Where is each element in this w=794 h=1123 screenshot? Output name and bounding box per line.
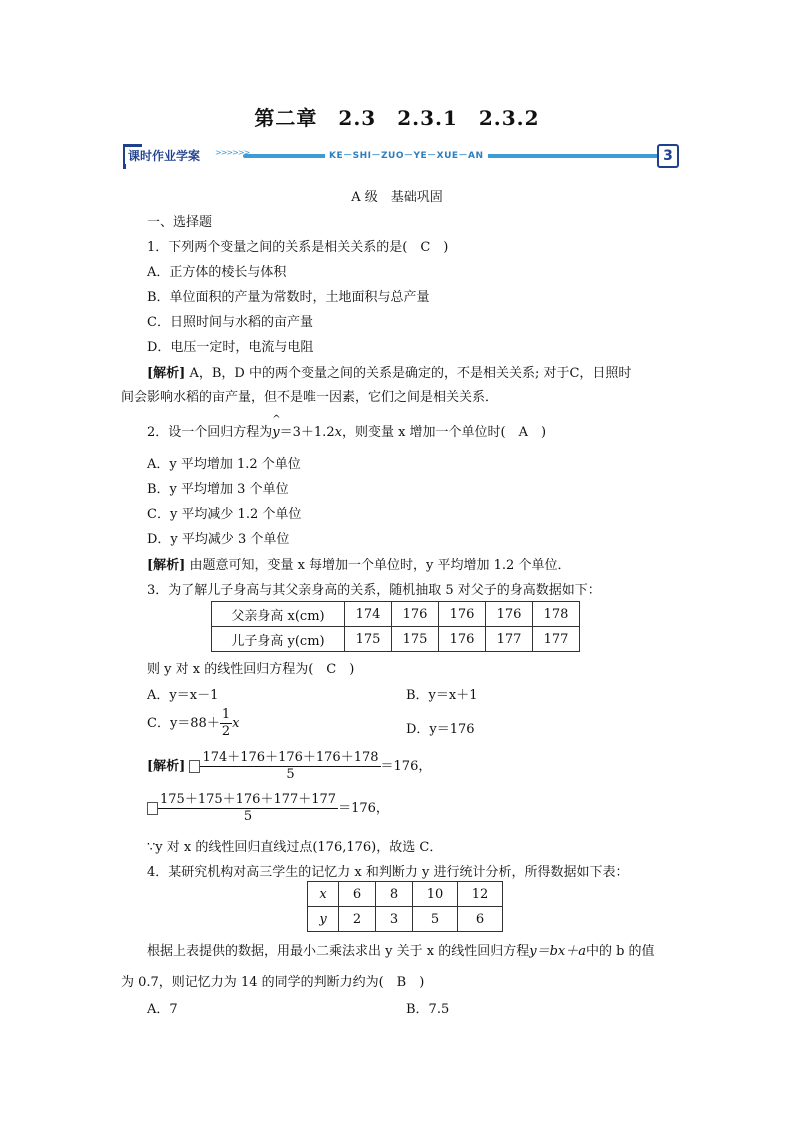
banner-label: 课时作业学案 (125, 147, 203, 164)
q1-analysis-line2: 间会影响水稻的亩产量，但不是唯一因素，它们之间是相关关系． (121, 390, 499, 405)
q2-option-a: A．y 平均增加 1.2 个单位 (147, 457, 301, 472)
q2-analysis-text: 由题意可知，变量 x 每增加一个单位时，y 平均增加 1.2 个单位． (189, 558, 571, 573)
q4-line1: 根据上表提供的数据，用最小二乘法求出 y 关于 x 的线性回归方程y＝bx＋a中的 b 的值 (147, 944, 655, 959)
table-cell: 177 (533, 627, 580, 652)
table-cell: 176 (486, 602, 533, 627)
table-cell: x (308, 882, 339, 907)
banner-number: 3 (657, 144, 679, 168)
q1-option-b: B．单位面积的产量为常数时，土地面积与总产量 (147, 290, 430, 305)
q3-option-b: B．y＝x＋1 (406, 688, 478, 703)
fraction: $\frac{1}{2}$ (221, 707, 231, 739)
fraction: $\frac{175+175+176+177+177}{5}$ (160, 792, 337, 824)
analysis-tag: [解析] (147, 558, 186, 573)
table-cell: 178 (533, 602, 580, 627)
table-cell: 175 (392, 627, 439, 652)
q2-option-b: B．y 平均增加 3 个单位 (147, 482, 289, 497)
q4-option-a: A．7 (147, 1002, 178, 1017)
q2-stem-pre: 2．设一个回归方程为 (147, 425, 273, 440)
table-cell: 6 (339, 882, 376, 907)
fraction: $\frac{174+176+176+176+178}{5}$ (202, 750, 379, 782)
q4-stem: 4．某研究机构对高三学生的记忆力 x 和判断力 y 进行统计分析，所得数据如下表： (147, 865, 629, 880)
q1-analysis-line1 (147, 362, 631, 381)
q4-line2: 为 0.7，则记忆力为 14 的同学的判断力约为( B ) (121, 975, 425, 990)
table-cell: 174 (345, 602, 392, 627)
table-cell: 175 (345, 627, 392, 652)
q3-option-c: C．y＝88＋ $\frac{1}{2}$ x (147, 707, 240, 739)
table-cell: 10 (413, 882, 458, 907)
q3-analysis-ybar: $\frac{175+175+176+177+177}{5}$ ＝176， (147, 792, 389, 825)
section-banner (123, 144, 679, 170)
table-cell: 3 (376, 907, 413, 932)
q1-stem: 1．下列两个变量之间的关系是相关关系的是( C ) (147, 240, 449, 255)
level-heading: A 级 基础巩固 (351, 190, 443, 205)
q2-stem (147, 414, 547, 440)
table-cell: 2 (339, 907, 376, 932)
q4-option-b: B．7.5 (406, 1002, 450, 1017)
q2-stem-mid: ＝3＋1.2 (279, 425, 335, 440)
q2-analysis (147, 554, 570, 573)
q2-option-c: C．y 平均减少 1.2 个单位 (147, 507, 302, 522)
q3-stem: 3．为了解儿子身高与其父亲身高的关系，随机抽取 5 对父子的身高数据如下： (147, 583, 601, 598)
q3-ask: 则 y 对 x 的线性回归方程为( C ) (147, 662, 355, 677)
table-cell: y (308, 907, 339, 932)
table-cell: 儿子身高 y(cm) (212, 627, 345, 652)
analysis-tag: [解析] (147, 366, 186, 381)
table-cell: 5 (413, 907, 458, 932)
y-bar-symbol (147, 802, 158, 815)
table-cell: 6 (458, 907, 503, 932)
q4-data-table (307, 881, 503, 932)
q1-option-d: D．电压一定时，电流与电阻 (147, 340, 314, 355)
q2-stem-x: x (334, 425, 342, 440)
q1-option-c: C．日照时间与水稻的亩产量 (147, 315, 313, 330)
table-row (308, 882, 503, 907)
table-cell: 父亲身高 x(cm) (212, 602, 345, 627)
q1-analysis-text: A，B，D 中的两个变量之间的关系是确定的，不是相关关系; 对于C，日照时 (189, 366, 632, 381)
q3-data-table (211, 601, 580, 652)
table-cell: 12 (458, 882, 503, 907)
page-title: 第二章 2.3 2.3.1 2.3.2 (254, 106, 540, 130)
table-cell: 176 (439, 627, 486, 652)
analysis-tag: [解析] (147, 759, 186, 774)
banner-arrows: >>>>>> (215, 148, 250, 157)
q3-option-d: D．y＝176 (406, 722, 475, 737)
q2-y-hat: ^ y (272, 414, 281, 440)
q3-option-a: A．y＝x－1 (147, 688, 219, 703)
table-cell: 176 (392, 602, 439, 627)
table-row (212, 602, 580, 627)
q2-stem-post: ，则变量 x 增加一个单位时( A ) (341, 425, 547, 440)
table-cell: 8 (376, 882, 413, 907)
banner-pinyin: KE－SHI－ZUO－YE－XUE－AN (325, 148, 488, 161)
q3-analysis-xbar: [解析] $\frac{174+176+176+176+178}{5}$ ＝176， (147, 750, 432, 782)
q4-regression-eq: y＝bx＋a (529, 944, 586, 959)
table-row (212, 627, 580, 652)
table-row (308, 907, 503, 932)
section-heading: 一、选择题 (147, 215, 213, 230)
table-cell: 176 (439, 602, 486, 627)
x-bar-symbol (189, 760, 200, 773)
table-cell: 177 (486, 627, 533, 652)
q3-conclusion: ∵y 对 x 的线性回归直线过点(176,176)，故选 C． (147, 840, 443, 855)
q1-option-a: A．正方体的棱长与体积 (147, 265, 287, 280)
q2-option-d: D．y 平均减少 3 个单位 (147, 532, 290, 547)
